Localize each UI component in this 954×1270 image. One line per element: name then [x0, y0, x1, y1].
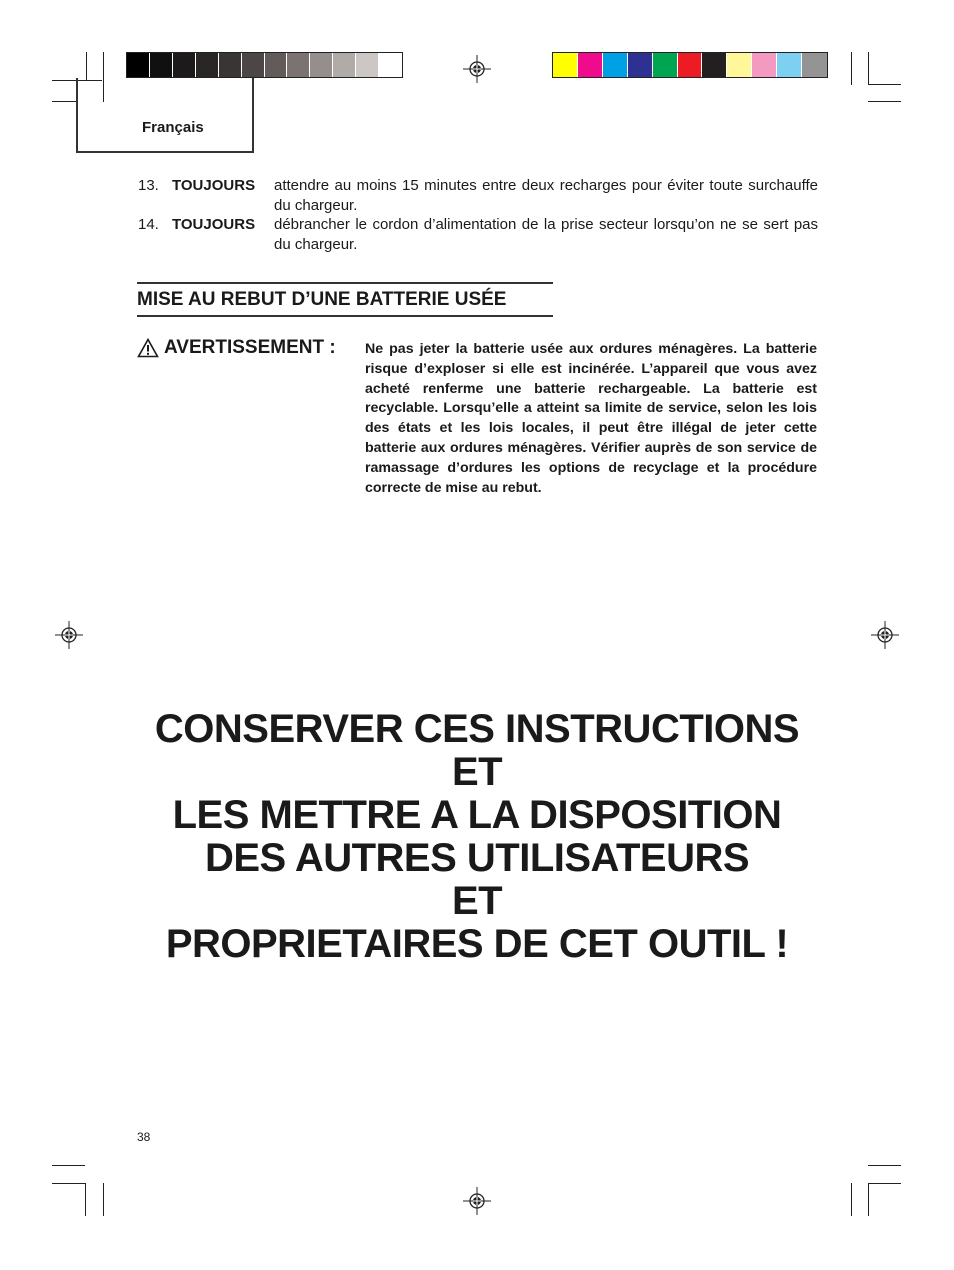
crop-mark [52, 101, 76, 102]
closing-line: ET [451, 750, 503, 794]
color-swatch [150, 53, 173, 77]
warning-label-text: AVERTISSEMENT : [164, 337, 336, 358]
closing-line: PROPRIETAIRES DE CET OUTIL ! [165, 922, 789, 966]
crop-mark [868, 52, 869, 85]
closing-line: ET [451, 879, 503, 923]
color-swatch [310, 53, 333, 77]
color-swatch [802, 53, 827, 77]
crop-mark [86, 52, 87, 80]
item-text: attendre au moins 15 minutes entre deux recharges pour éviter toute surchauffe du chargeur. [274, 177, 818, 214]
warning-text: Ne pas jeter la batterie usée aux ordures ménagères. La batterie risque d’exploser si elle est incinérée. L’appareil que vous avez acheté renferme une batterie rechargeable. La batterie est recyclable. Lorsqu’elle a atteint sa limite de service, selon les lois des états et les lois locales, il peut être illégal de jeter cette batterie aux ordures ménagères. Vérifier auprès de son service de ramassage d’ordures les options de recyclage et la procédure correcte de mise au rebut. [365, 341, 817, 496]
color-swatch [379, 53, 402, 77]
crop-mark [851, 52, 852, 85]
item-text: débrancher le cordon d’alimentation de la prise secteur lorsqu’on ne se sert pas du chargeur. [274, 216, 818, 253]
color-swatch [356, 53, 379, 77]
crop-mark [85, 1183, 86, 1216]
crop-mark [868, 84, 901, 85]
crop-mark [868, 1165, 901, 1166]
crop-mark [868, 1183, 869, 1216]
registration-mark-icon [463, 1187, 491, 1215]
warning-label [137, 337, 336, 359]
item-keyword: TOUJOURS [172, 216, 256, 233]
registration-mark-icon [871, 621, 899, 649]
crop-mark [52, 1165, 85, 1166]
color-swatch [553, 53, 578, 77]
closing-line: LES METTRE A LA DISPOSITION [172, 793, 782, 837]
closing-statement [60, 708, 894, 966]
color-swatch [287, 53, 310, 77]
list-item [138, 215, 818, 255]
closing-line: DES AUTRES UTILISATEURS [204, 836, 750, 880]
item-number: 13. [138, 177, 159, 194]
grayscale-color-bar [126, 52, 403, 78]
color-swatch [333, 53, 356, 77]
color-swatch [628, 53, 653, 77]
color-swatch [173, 53, 196, 77]
color-swatch [727, 53, 752, 77]
crop-mark [868, 101, 901, 102]
item-keyword: TOUJOURS [172, 177, 256, 194]
color-swatch [752, 53, 777, 77]
color-swatch [127, 53, 150, 77]
color-swatch [702, 53, 727, 77]
crop-mark [103, 1183, 104, 1216]
color-swatch [777, 53, 802, 77]
warning-triangle-icon [137, 338, 159, 358]
crop-mark [851, 1183, 852, 1216]
color-swatch [196, 53, 219, 77]
registration-mark-icon [463, 55, 491, 83]
color-swatch [265, 53, 288, 77]
color-swatch [219, 53, 242, 77]
color-swatch [678, 53, 703, 77]
closing-line: CONSERVER CES INSTRUCTIONS [154, 707, 800, 751]
crop-mark [868, 1183, 901, 1184]
process-color-bar [552, 52, 828, 78]
registration-mark-icon [55, 621, 83, 649]
color-swatch [578, 53, 603, 77]
crop-mark [52, 1183, 85, 1184]
section-title: MISE AU REBUT D’UNE BATTERIE USÉE [137, 282, 553, 317]
color-swatch [242, 53, 265, 77]
color-swatch [653, 53, 678, 77]
language-tab-label: Français [142, 119, 204, 136]
list-item [138, 176, 818, 216]
color-swatch [603, 53, 628, 77]
item-number: 14. [138, 216, 159, 233]
page-number: 38 [137, 1130, 151, 1144]
language-tab-box [76, 78, 254, 153]
